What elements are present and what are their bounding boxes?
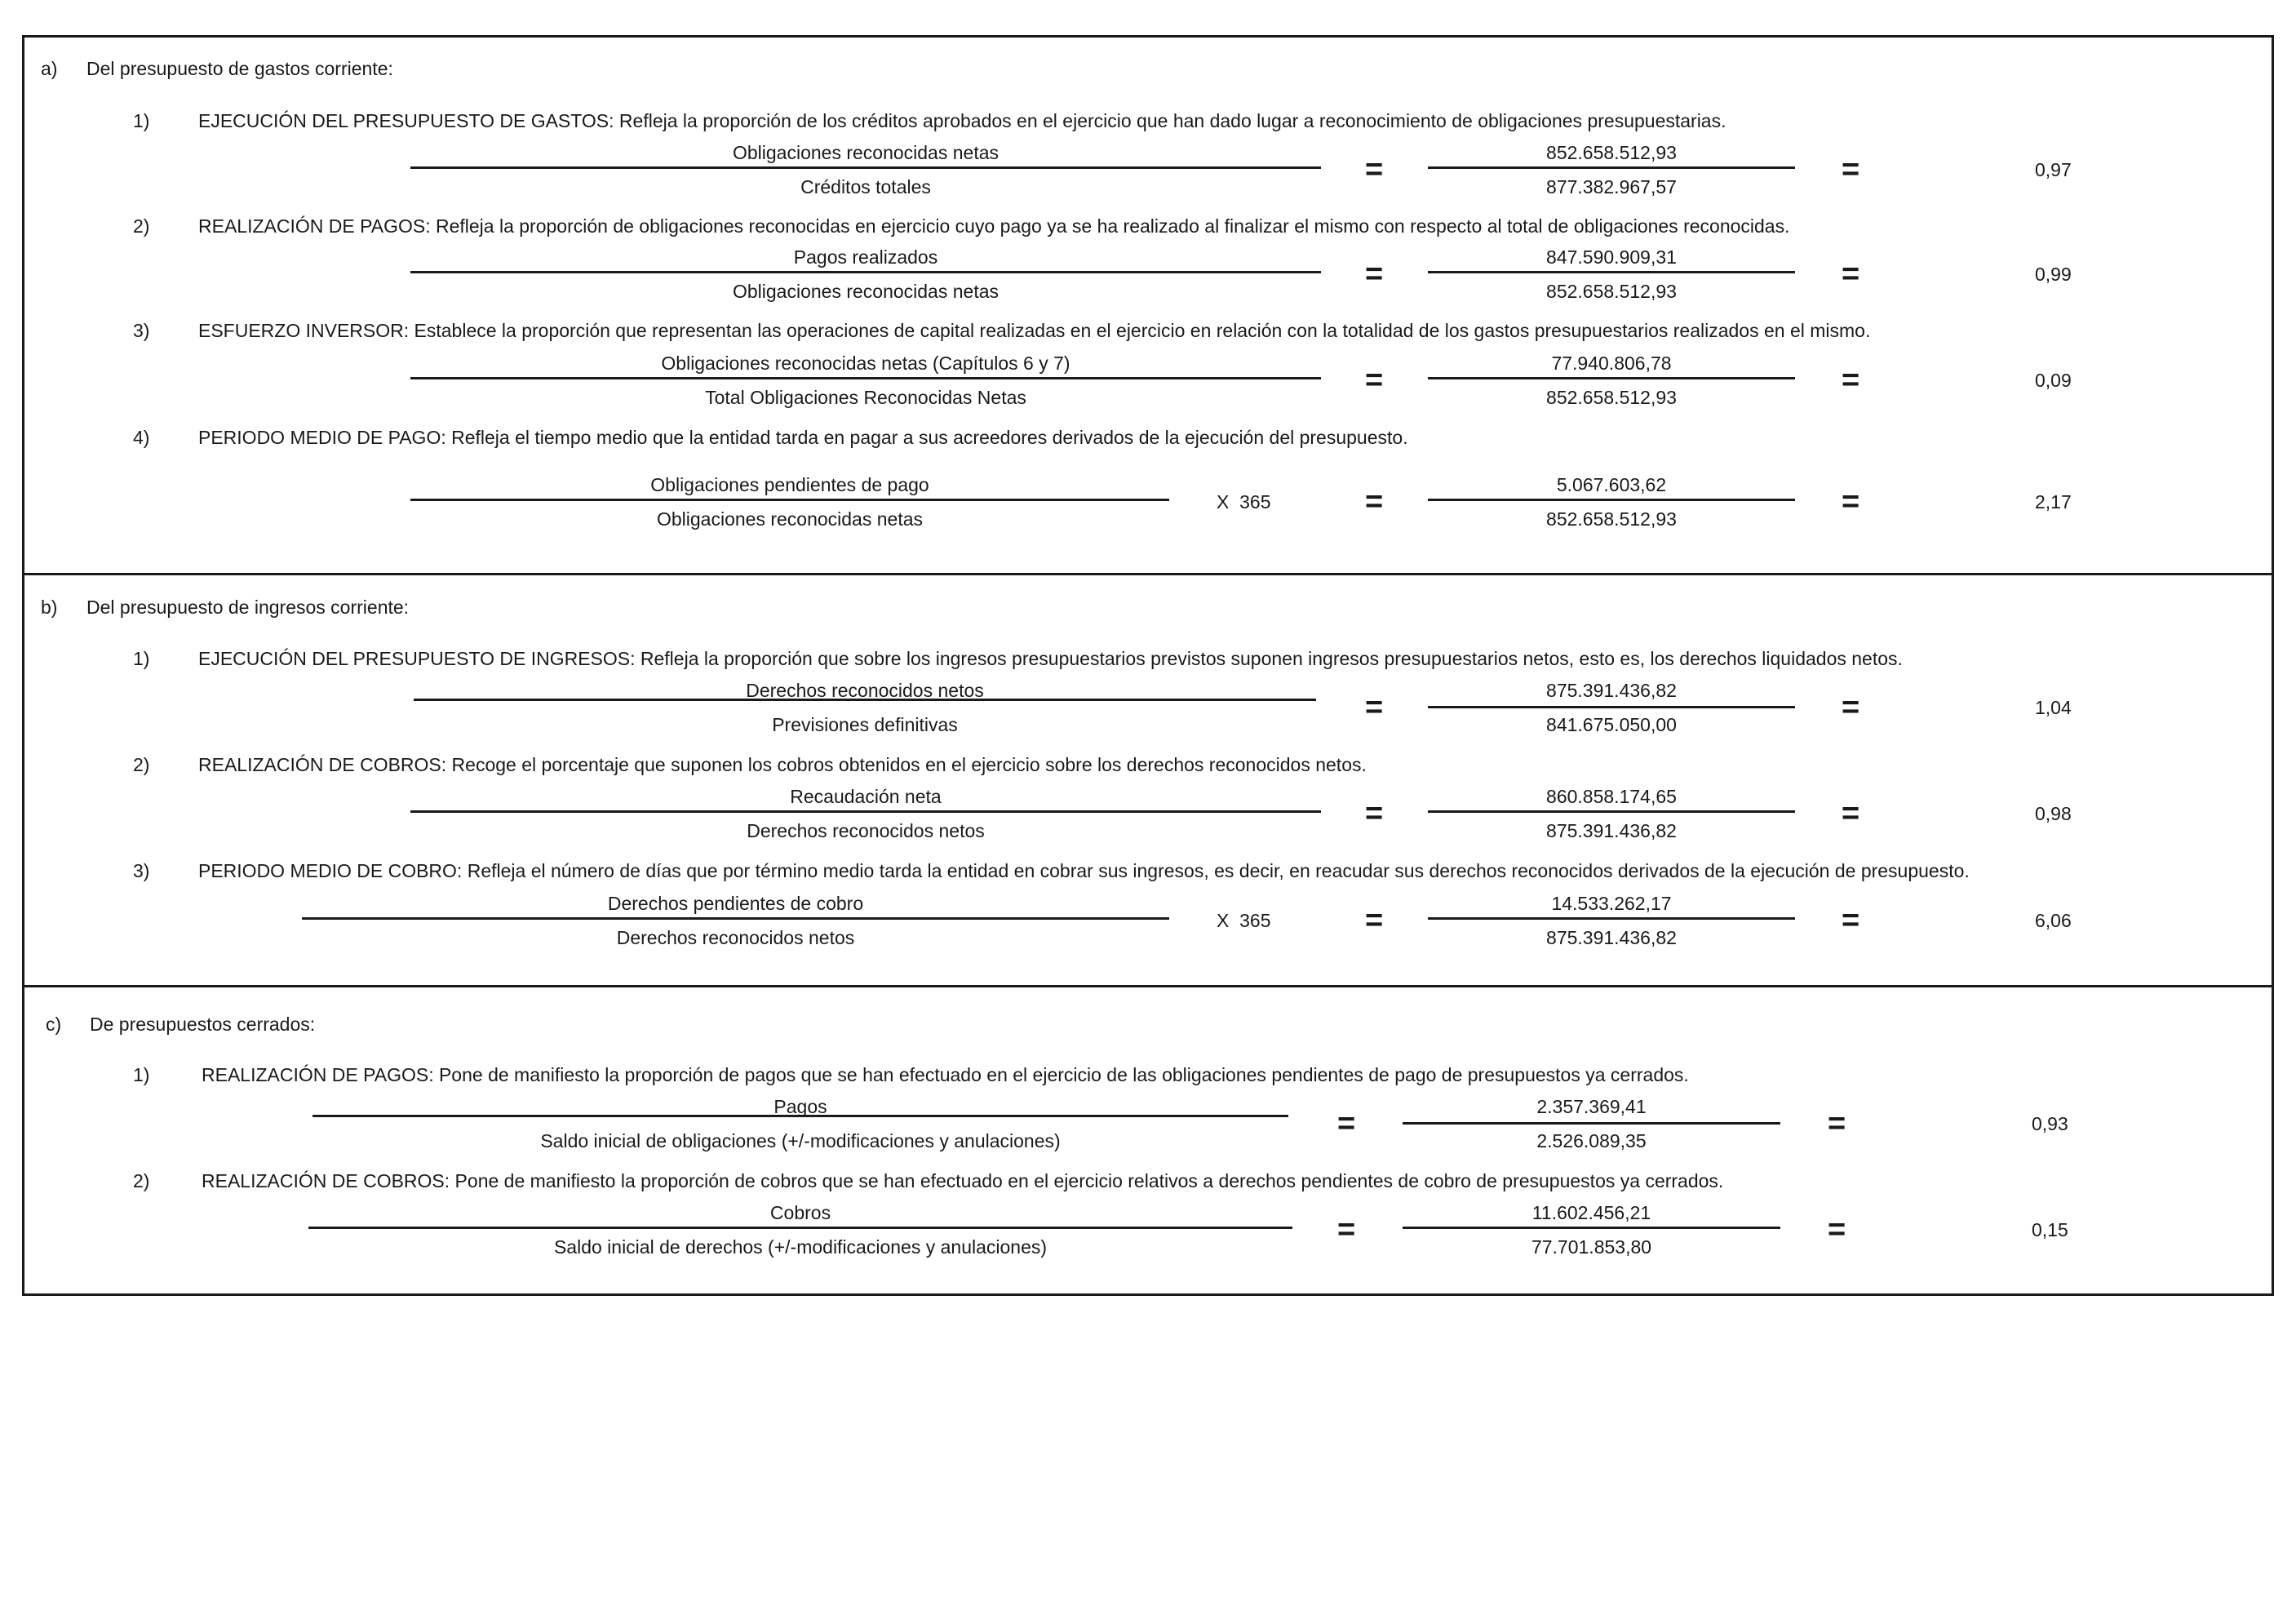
denominator-label: Saldo inicial de derechos (+/-modificaciones y anulaciones) (553, 1236, 1048, 1258)
equals-sign: = (1842, 485, 1860, 519)
numerator-value: 77.940.806,78 (1551, 353, 1672, 374)
fraction-line (1403, 1227, 1780, 1229)
equals-sign: = (1365, 363, 1384, 397)
item-number: 4) (133, 427, 150, 448)
section-a-letter: a) (41, 58, 58, 79)
multiplier-365: X 365 (1217, 910, 1271, 931)
equals-sign: = (1365, 153, 1384, 187)
denominator-value: 2.526.089,35 (1536, 1130, 1647, 1151)
numerator-label: Obligaciones pendientes de pago (650, 474, 929, 495)
fraction-line (1428, 499, 1795, 501)
fraction-line (410, 166, 1321, 169)
item-number: 1) (133, 110, 150, 131)
ratio-result: 6,06 (2035, 910, 2072, 931)
section-c-title: De presupuestos cerrados: (90, 1014, 316, 1035)
fraction-line (414, 699, 1316, 701)
item-description: REALIZACIÓN DE PAGOS: Pone de manifiesto la proporción de pagos que se han efectuado en el ejercicio de las obligaciones pendientes de pago de presupuestos ya cerrados. (202, 1064, 1689, 1085)
item-number: 2) (133, 215, 150, 237)
equals-sign: = (1337, 1107, 1356, 1141)
numerator-value: 11.602.456,21 (1531, 1202, 1651, 1223)
equals-sign: = (1842, 903, 1860, 938)
numerator-label: Pagos (773, 1096, 827, 1117)
equals-sign: = (1365, 796, 1384, 831)
ratio-result: 0,97 (2035, 159, 2072, 180)
multiplier-365: X 365 (1217, 491, 1271, 512)
numerator-value: 5.067.603,62 (1556, 474, 1667, 495)
numerator-value: 14.533.262,17 (1551, 893, 1672, 914)
item-description: PERIODO MEDIO DE PAGO: Refleja el tiempo medio que la entidad tarda en pagar a sus acreedores derivados de la ejecución del presupuesto. (198, 427, 1408, 448)
fraction-line (308, 1227, 1292, 1229)
item-number: 1) (133, 648, 150, 669)
fraction-line (410, 271, 1321, 273)
denominator-value: 875.391.436,82 (1546, 820, 1677, 841)
denominator-value: 852.658.512,93 (1546, 281, 1677, 302)
fraction-line (302, 917, 1169, 920)
numerator-label: Recaudación neta (790, 786, 942, 807)
fraction-line (1428, 810, 1795, 813)
fraction-line (1428, 271, 1795, 273)
numerator-value: 860.858.174,65 (1546, 786, 1677, 807)
item-description: EJECUCIÓN DEL PRESUPUESTO DE GASTOS: Refleja la proporción de los créditos aprobados en el ejercicio que han dado lugar a reconocimiento de obligaciones presupuestarias. (198, 110, 1726, 131)
numerator-value: 2.357.369,41 (1536, 1096, 1647, 1117)
denominator-value: 841.675.050,00 (1546, 714, 1677, 735)
fraction-line (410, 499, 1169, 501)
fraction-line (410, 377, 1321, 379)
numerator-label: Derechos pendientes de cobro (607, 893, 864, 914)
equals-sign: = (1842, 257, 1860, 291)
denominator-value: 877.382.967,57 (1546, 176, 1677, 197)
numerator-value: 847.590.909,31 (1546, 246, 1677, 268)
item-description: ESFUERZO INVERSOR: Establece la proporción que representan las operaciones de capital realizadas en el ejercicio en relación con la totalidad de los gastos presupuestarios realizados en el mismo. (198, 320, 1871, 341)
denominator-label: Créditos totales (800, 176, 931, 197)
denominator-label: Saldo inicial de obligaciones (+/-modificaciones y anulaciones) (540, 1130, 1061, 1151)
denominator-label: Previsiones definitivas (772, 714, 958, 735)
equals-sign: = (1365, 690, 1384, 725)
section-b-letter: b) (41, 597, 58, 618)
numerator-value: 852.658.512,93 (1546, 142, 1677, 163)
ratio-result: 0,98 (2035, 803, 2072, 824)
fraction-line (410, 810, 1321, 813)
denominator-value: 875.391.436,82 (1546, 927, 1677, 948)
item-number: 2) (133, 754, 150, 775)
denominator-label: Derechos reconocidos netos (747, 820, 985, 841)
numerator-label: Obligaciones reconocidas netas (732, 142, 1000, 163)
equals-sign: = (1828, 1213, 1846, 1247)
item-number: 2) (133, 1170, 150, 1191)
equals-sign: = (1365, 485, 1384, 519)
equals-sign: = (1828, 1107, 1846, 1141)
numerator-label: Derechos reconocidos netos (746, 680, 984, 701)
item-number: 1) (133, 1064, 150, 1085)
denominator-label: Total Obligaciones Reconocidas Netas (705, 387, 1026, 408)
ratio-result: 0,09 (2035, 370, 2072, 391)
section-divider-b-c (22, 985, 2274, 987)
ratio-result: 0,99 (2035, 264, 2072, 285)
ratio-result: 2,17 (2035, 491, 2072, 512)
denominator-label: Obligaciones reconocidas netas (656, 508, 924, 530)
denominator-value: 852.658.512,93 (1546, 508, 1677, 530)
section-b-title: Del presupuesto de ingresos corriente: (86, 597, 410, 618)
item-description: REALIZACIÓN DE COBROS: Recoge el porcentaje que suponen los cobros obtenidos en el ejercicio sobre los derechos reconocidos netos. (198, 754, 1367, 775)
denominator-value: 852.658.512,93 (1546, 387, 1677, 408)
numerator-label: Cobros (769, 1202, 831, 1223)
item-description: REALIZACIÓN DE PAGOS: Refleja la proporción de obligaciones reconocidas en ejercicio cuyo pago ya se ha realizado al finalizar el mismo con respecto al total de obligaciones reconocidas. (198, 215, 1790, 237)
fraction-line (1428, 917, 1795, 920)
equals-sign: = (1365, 903, 1384, 938)
item-number: 3) (133, 860, 150, 881)
ratio-result: 0,15 (2032, 1219, 2068, 1240)
denominator-label: Derechos reconocidos netos (616, 927, 855, 948)
item-description: EJECUCIÓN DEL PRESUPUESTO DE INGRESOS: Refleja la proporción que sobre los ingresos presupuestarios previstos suponen ingresos presupuestarios netos, esto es, los derechos liquidados netos. (198, 648, 1903, 669)
denominator-value: 77.701.853,80 (1531, 1236, 1652, 1258)
item-description: PERIODO MEDIO DE COBRO: Refleja el número de días que por término medio tarda la entidad en cobrar sus ingresos, es decir, en reacudar sus derechos reconocidos derivados de la ejecución de presupuesto. (198, 860, 1970, 881)
item-number: 3) (133, 320, 150, 341)
ratio-result: 0,93 (2032, 1113, 2068, 1134)
numerator-value: 875.391.436,82 (1546, 680, 1677, 701)
section-c-letter: c) (46, 1014, 62, 1035)
fraction-line (1403, 1122, 1780, 1125)
equals-sign: = (1365, 257, 1384, 291)
fraction-line (312, 1115, 1288, 1117)
fraction-line (1428, 377, 1795, 379)
item-description: REALIZACIÓN DE COBROS: Pone de manifiesto la proporción de cobros que se han efectuado en el ejercicio relativos a derechos pendientes de cobro de presupuestos ya cerrados. (202, 1170, 1724, 1191)
equals-sign: = (1842, 796, 1860, 831)
section-divider-a-b (22, 573, 2274, 575)
section-a-title: Del presupuesto de gastos corriente: (86, 58, 393, 79)
ratio-result: 1,04 (2035, 697, 2072, 718)
equals-sign: = (1842, 153, 1860, 187)
fraction-line (1428, 166, 1795, 169)
numerator-label: Pagos realizados (793, 246, 938, 268)
numerator-label: Obligaciones reconocidas netas (Capítulos 6 y 7) (661, 353, 1070, 374)
equals-sign: = (1842, 363, 1860, 397)
equals-sign: = (1842, 690, 1860, 725)
equals-sign: = (1337, 1213, 1356, 1247)
denominator-label: Obligaciones reconocidas netas (732, 281, 1000, 302)
fraction-line (1428, 706, 1795, 708)
